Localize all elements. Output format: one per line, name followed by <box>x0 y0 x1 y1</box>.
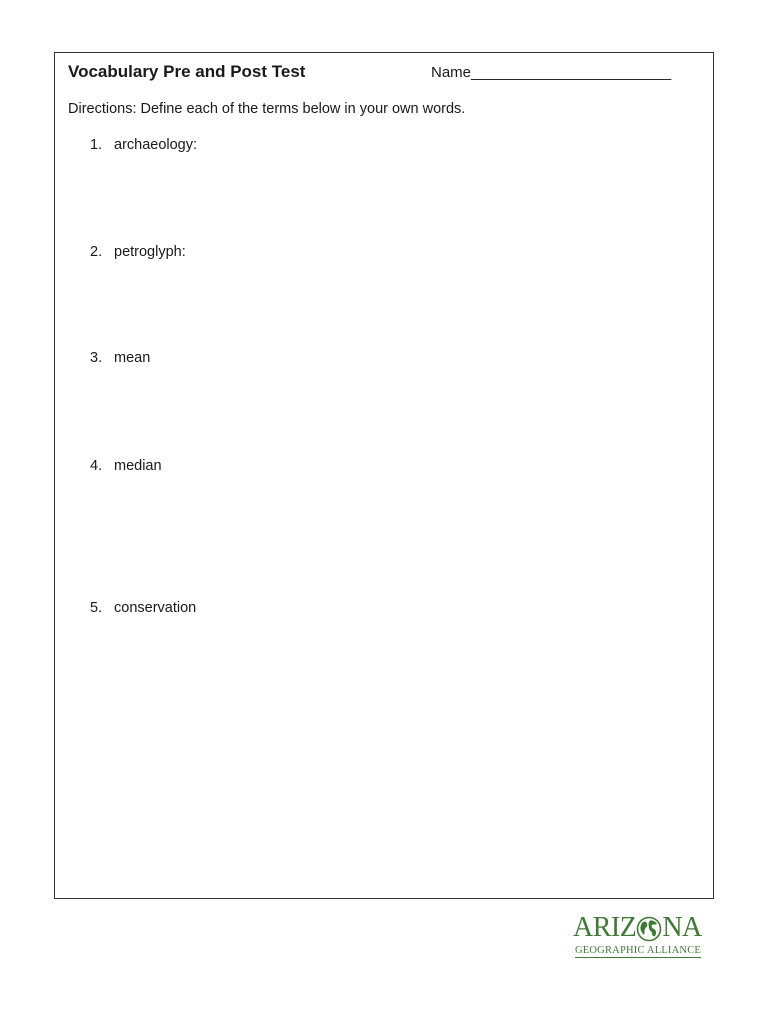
arizona-geographic-alliance-logo <box>573 914 703 962</box>
vocab-item-mean <box>90 350 150 366</box>
item-number: 1. <box>90 137 103 153</box>
logo-word-left: ARIZ <box>573 912 637 943</box>
item-term: mean <box>114 350 151 366</box>
globe-icon <box>636 916 662 942</box>
item-term: conservation <box>114 600 197 616</box>
item-number: 4. <box>90 458 103 474</box>
item-number: 3. <box>90 350 103 366</box>
worksheet-frame <box>54 52 714 899</box>
item-term: median <box>114 458 162 474</box>
vocab-item-petroglyph <box>90 244 186 260</box>
item-term: petroglyph: <box>114 244 186 260</box>
vocab-item-median <box>90 458 162 474</box>
name-field[interactable]: Name________________________ <box>431 64 672 81</box>
item-term: archaeology: <box>114 137 198 153</box>
logo-subtitle: GEOGRAPHIC ALLIANCE <box>575 945 702 956</box>
logo-word-right: NA <box>662 912 702 943</box>
item-number: 5. <box>90 600 103 616</box>
directions-text: Directions: Define each of the terms below in your own words. <box>68 101 466 117</box>
page-title: Vocabulary Pre and Post Test <box>68 62 306 81</box>
vocab-item-archaeology <box>90 137 197 153</box>
item-number: 2. <box>90 244 103 260</box>
vocab-item-conservation <box>90 600 196 616</box>
